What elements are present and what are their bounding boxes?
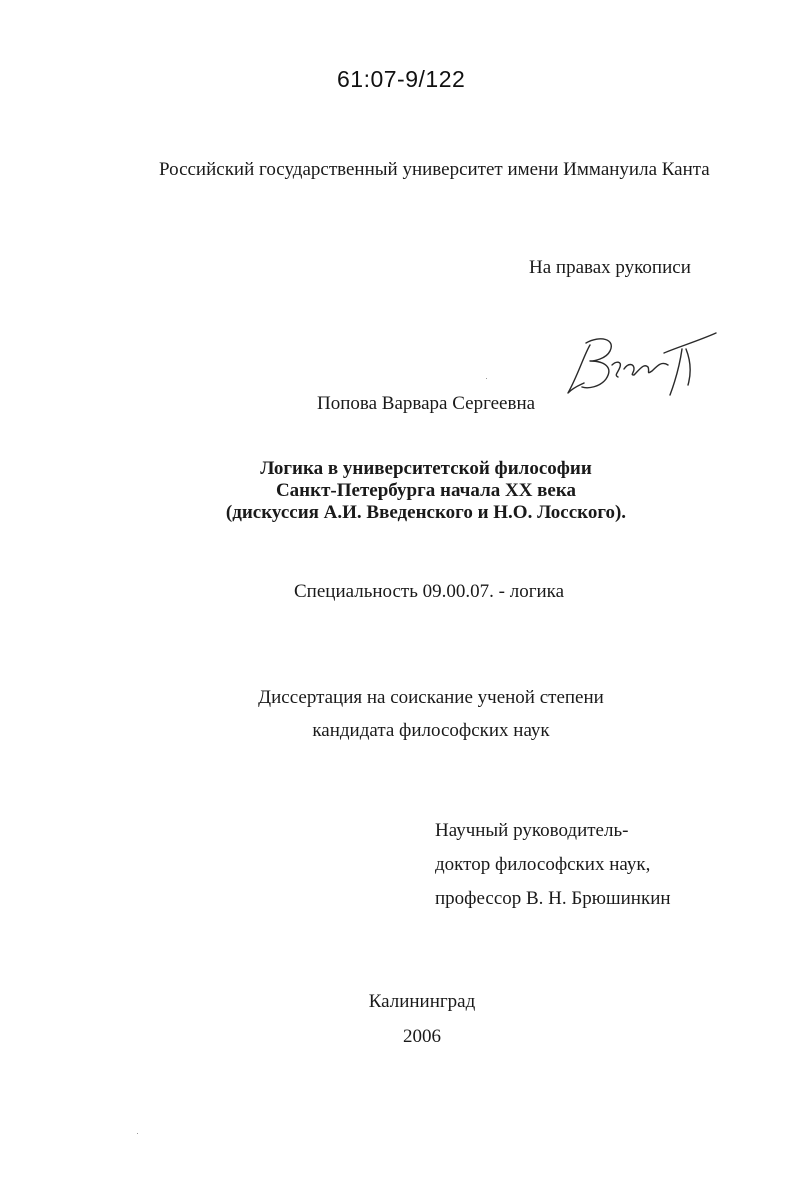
dissertation-title — [196, 458, 656, 524]
title-line-1: Логика в университетской философии — [260, 458, 592, 479]
scan-speck — [486, 378, 487, 379]
supervisor-block — [435, 814, 671, 916]
author-name: Попова Варвара Сергеевна — [317, 393, 536, 414]
city: Калининград — [368, 991, 476, 1012]
university-name: Российский государственный университет имени Иммануила Канта — [159, 159, 710, 180]
supervisor-line-2: доктор философских наук, — [435, 854, 651, 875]
footer-block — [322, 984, 522, 1054]
supervisor-line-3: профессор В. Н. Брюшинкин — [435, 888, 671, 909]
rights-note: На правах рукописи — [529, 257, 691, 278]
title-line-2: Санкт-Петербурга начала XX века — [275, 480, 577, 501]
specialty: Специальность 09.00.07. - логика — [294, 581, 565, 602]
year: 2006 — [403, 1026, 441, 1047]
degree-line-2: кандидата философских наук — [312, 720, 550, 741]
degree-statement — [236, 681, 626, 747]
catalog-code: 61:07-9/122 — [337, 66, 466, 92]
degree-line-1: Диссертация на соискание ученой степени — [258, 687, 604, 708]
author-signature — [560, 325, 730, 405]
supervisor-line-1: Научный руководитель- — [435, 820, 629, 841]
scan-speck — [137, 1133, 138, 1134]
title-line-3: (дискуссия А.И. Введенского и Н.О. Лосского). — [225, 502, 627, 523]
